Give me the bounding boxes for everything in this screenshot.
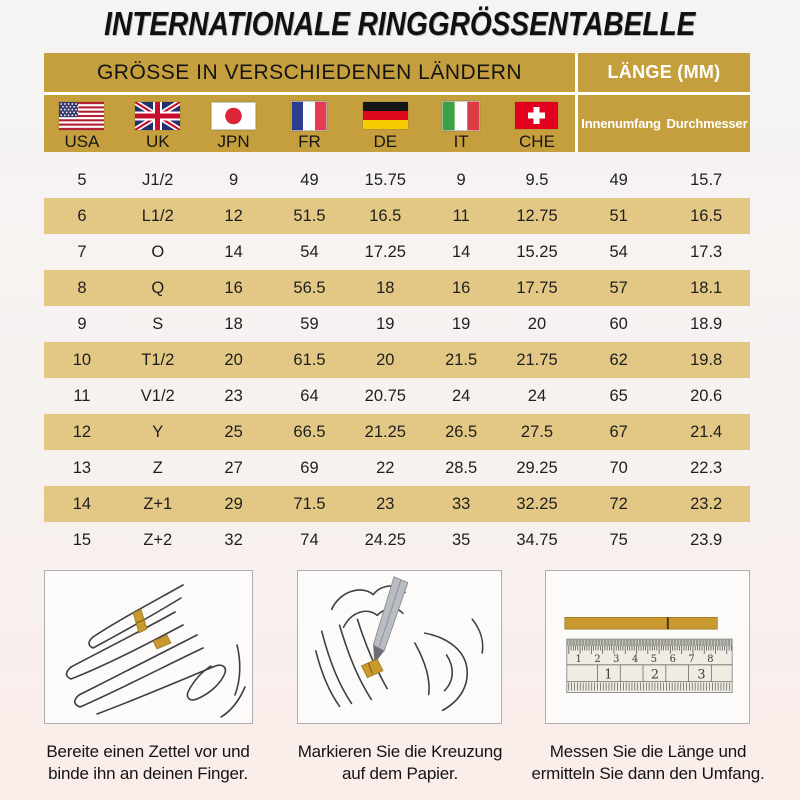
table-cell: 20 bbox=[376, 350, 395, 369]
ruler-number: 7 bbox=[688, 653, 695, 665]
table-cell: 32.25 bbox=[516, 494, 558, 513]
table-cell: 14 bbox=[451, 242, 471, 261]
table-cell: 26.5 bbox=[445, 422, 478, 441]
table-cell: 9 bbox=[229, 170, 239, 189]
table-cell: S bbox=[152, 314, 164, 333]
table-cell: 62 bbox=[609, 350, 628, 369]
table-cell: 21.25 bbox=[364, 422, 406, 441]
table-cell: 21.4 bbox=[690, 422, 723, 441]
table-cell: 15 bbox=[72, 530, 92, 549]
title-wrap bbox=[0, 5, 800, 43]
caption-line: Markieren Sie die Kreuzung bbox=[297, 742, 503, 761]
table-cell: T1/2 bbox=[141, 350, 175, 369]
table-cell: 5 bbox=[77, 170, 87, 189]
instruction-caption-1 bbox=[18, 741, 278, 785]
table-cell: 18 bbox=[224, 314, 243, 333]
table-cell: Q bbox=[151, 278, 165, 297]
country-code-label: USA bbox=[64, 132, 100, 151]
table-cell: 9 bbox=[456, 170, 466, 189]
table-cell: 17.75 bbox=[516, 278, 558, 297]
country-column-uk bbox=[120, 95, 196, 152]
table-cell: 20.6 bbox=[690, 386, 723, 405]
table-cell: 20.75 bbox=[364, 386, 406, 405]
table-row bbox=[44, 162, 750, 198]
table-cell: 23 bbox=[224, 386, 243, 405]
table-cell: 16 bbox=[451, 278, 471, 297]
table-cell: O bbox=[151, 242, 165, 261]
table-cell: 23.9 bbox=[690, 530, 723, 549]
jp-flag-icon bbox=[211, 100, 256, 131]
table-cell: 51.5 bbox=[293, 206, 326, 225]
table-cell: 6 bbox=[77, 206, 87, 225]
illustration-hand-with-paper-strip bbox=[44, 570, 253, 724]
table-cell: 27.5 bbox=[520, 422, 554, 441]
table-cell: 49 bbox=[609, 170, 628, 189]
length-column-label: Innenumfang bbox=[581, 116, 661, 131]
table-cell: 74 bbox=[300, 530, 319, 549]
table-cell: 9.5 bbox=[525, 170, 549, 189]
table-cell: 15.25 bbox=[516, 242, 558, 261]
table-cell: 18.9 bbox=[690, 314, 723, 333]
caption-line: Bereite einen Zettel vor und bbox=[46, 742, 250, 761]
table-row bbox=[44, 414, 750, 450]
table-cell: 16.5 bbox=[369, 206, 402, 225]
table-cell: V1/2 bbox=[140, 386, 175, 405]
header-length-label: LÄNGE (MM) bbox=[575, 53, 750, 92]
illustration-mark-with-pen bbox=[297, 570, 502, 724]
length-columns bbox=[575, 95, 750, 152]
header-sizes-label: GRÖSSE IN VERSCHIEDENEN LÄNDERN bbox=[44, 53, 575, 92]
ruler-number: 1 bbox=[604, 667, 613, 683]
table-cell: 20 bbox=[527, 314, 547, 333]
table-cell: 49 bbox=[300, 170, 319, 189]
table-cell: 71.5 bbox=[293, 494, 326, 513]
country-code-label: JPN bbox=[217, 132, 250, 151]
country-column-fr bbox=[272, 95, 348, 152]
table-cell: 28.5 bbox=[445, 458, 478, 477]
length-column-label: Durchmesser bbox=[666, 116, 748, 131]
table-cell: 13 bbox=[72, 458, 92, 477]
table-cell: L1/2 bbox=[141, 206, 174, 225]
table-cell: 61.5 bbox=[293, 350, 326, 369]
country-column-jpn bbox=[196, 95, 272, 152]
table-body bbox=[44, 162, 750, 558]
table-cell: 12.75 bbox=[516, 206, 558, 225]
table-row bbox=[44, 450, 750, 486]
table-cell: Z+1 bbox=[143, 494, 173, 513]
table-cell: 12 bbox=[72, 422, 92, 441]
table-cell: 23.2 bbox=[690, 494, 723, 513]
table-cell: 27 bbox=[224, 458, 243, 477]
table-cell: Y bbox=[152, 422, 164, 441]
table-cell: 24.25 bbox=[364, 530, 406, 549]
table-cell: 24 bbox=[527, 386, 547, 405]
table-cell: 14 bbox=[72, 494, 92, 513]
table-cell: 51 bbox=[609, 206, 628, 225]
hand-with-paper-strip-icon bbox=[45, 571, 252, 723]
table-cell: 19 bbox=[376, 314, 395, 333]
table-cell: 59 bbox=[300, 314, 319, 333]
table-cell: 65 bbox=[609, 386, 628, 405]
table-cell: 9 bbox=[77, 314, 87, 333]
table-cell: 60 bbox=[609, 314, 628, 333]
table-cell: 19 bbox=[451, 314, 471, 333]
table-cell: 54 bbox=[300, 242, 319, 261]
table-row bbox=[44, 342, 750, 378]
instruction-caption-3 bbox=[520, 741, 776, 785]
country-column-che bbox=[499, 95, 575, 152]
uk-flag-icon bbox=[135, 100, 180, 131]
ruler-number: 2 bbox=[594, 653, 601, 665]
caption-line: Messen Sie die Länge und bbox=[549, 742, 747, 761]
ruler-number: 5 bbox=[650, 653, 658, 665]
table-cell: 16 bbox=[224, 278, 243, 297]
ruler-number: 8 bbox=[707, 653, 714, 665]
ruler-number: 3 bbox=[697, 667, 706, 683]
table-cell: 20 bbox=[224, 350, 243, 369]
table-cell: 21.5 bbox=[445, 350, 478, 369]
caption-line: binde ihn an deinen Finger. bbox=[48, 764, 248, 783]
table-cell: 10 bbox=[72, 350, 92, 369]
mark-with-pen-icon bbox=[298, 571, 501, 723]
table-cell: 25 bbox=[224, 422, 243, 441]
table-cell: 14 bbox=[224, 242, 243, 261]
table-cell: 17.25 bbox=[364, 242, 406, 261]
table-cell: 22 bbox=[376, 458, 395, 477]
table-row bbox=[44, 270, 750, 306]
table-cell: 18 bbox=[376, 278, 395, 297]
table-cell: 75 bbox=[609, 530, 628, 549]
table-cell: 21.75 bbox=[516, 350, 558, 369]
illustration-ruler bbox=[545, 570, 750, 724]
table-cell: 35 bbox=[451, 530, 471, 549]
table-cell: 66.5 bbox=[293, 422, 326, 441]
country-code-label: FR bbox=[298, 132, 321, 151]
table-cell: 70 bbox=[609, 458, 628, 477]
table-cell: 11 bbox=[73, 386, 91, 405]
ruler-number: 4 bbox=[631, 653, 639, 665]
table-cell: 17.3 bbox=[690, 242, 723, 261]
de-flag-icon bbox=[363, 100, 408, 131]
table-cell: 16.5 bbox=[690, 206, 723, 225]
table-cell: 23 bbox=[376, 494, 395, 513]
table-flag-row bbox=[44, 95, 750, 152]
table-cell: 7 bbox=[77, 242, 87, 261]
country-code-label: UK bbox=[145, 132, 170, 151]
table-row bbox=[44, 198, 750, 234]
fr-flag-icon bbox=[291, 100, 327, 131]
table-cell: 15.75 bbox=[364, 170, 406, 189]
table-cell: 29.25 bbox=[516, 458, 558, 477]
table-cell: 29 bbox=[224, 494, 243, 513]
table-cell: 18.1 bbox=[690, 278, 723, 297]
table-cell: 64 bbox=[300, 386, 319, 405]
table-header-row bbox=[44, 53, 750, 95]
ch-flag-icon bbox=[515, 100, 558, 131]
table-cell: 8 bbox=[77, 278, 87, 297]
table-cell: 32 bbox=[224, 530, 243, 549]
table-cell: 33 bbox=[451, 494, 471, 513]
table-cell: 15.7 bbox=[690, 170, 723, 189]
ruler-number: 6 bbox=[669, 653, 676, 665]
ruler-number: 2 bbox=[650, 667, 660, 683]
country-column-de bbox=[347, 95, 423, 152]
table-row bbox=[44, 234, 750, 270]
ruler-number: 3 bbox=[613, 653, 620, 665]
table-row bbox=[44, 378, 750, 414]
instruction-caption-2 bbox=[280, 741, 520, 785]
caption-line: auf dem Papier. bbox=[341, 764, 459, 783]
table-cell: 57 bbox=[609, 278, 628, 297]
table-cell: 11 bbox=[452, 206, 470, 225]
ruler-number: 1 bbox=[575, 653, 582, 665]
table-cell: 34.75 bbox=[516, 530, 558, 549]
table-cell: 72 bbox=[609, 494, 628, 513]
it-flag-icon bbox=[442, 100, 480, 131]
table-cell: 19.8 bbox=[690, 350, 723, 369]
country-column-usa bbox=[44, 95, 120, 152]
page-title: INTERNATIONALE RINGGRÖSSENTABELLE bbox=[104, 5, 696, 42]
table-cell: 67 bbox=[609, 422, 628, 441]
country-columns bbox=[44, 95, 575, 152]
country-column-it bbox=[423, 95, 499, 152]
ring-size-table bbox=[44, 53, 750, 558]
table-row bbox=[44, 522, 750, 558]
table-cell: 69 bbox=[300, 458, 319, 477]
country-code-label: DE bbox=[373, 132, 398, 151]
table-cell: 12 bbox=[224, 206, 243, 225]
table-cell: 54 bbox=[609, 242, 628, 261]
table-row bbox=[44, 486, 750, 522]
country-code-label: CHE bbox=[519, 132, 555, 151]
table-row bbox=[44, 306, 750, 342]
table-cell: J1/2 bbox=[142, 170, 174, 189]
caption-line: ermitteln Sie dann den Umfang. bbox=[531, 764, 765, 783]
table-cell: Z bbox=[152, 458, 163, 477]
ruler-icon bbox=[546, 571, 749, 723]
country-code-label: IT bbox=[453, 132, 469, 151]
us-flag-icon bbox=[59, 100, 104, 131]
table-cell: Z+2 bbox=[143, 530, 173, 549]
table-cell: 56.5 bbox=[293, 278, 326, 297]
table-cell: 24 bbox=[451, 386, 471, 405]
table-cell: 22.3 bbox=[690, 458, 723, 477]
